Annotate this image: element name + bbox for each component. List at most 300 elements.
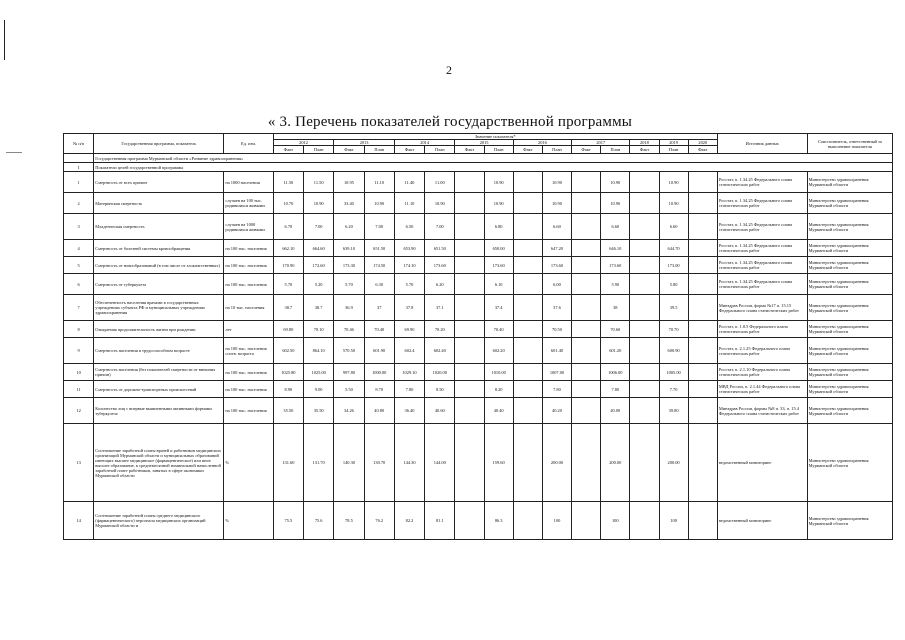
responsible: Министерство здравоохранения Мурманской области — [807, 364, 892, 381]
value-cell: 602.20 — [484, 338, 513, 364]
value-cell: 650.00 — [484, 240, 513, 257]
table-row — [64, 321, 893, 338]
col-num-header: № п/п — [64, 134, 94, 154]
value-cell — [455, 214, 484, 240]
value-cell: 173.60 — [484, 257, 513, 274]
year-header: 2016 — [513, 140, 571, 146]
value-cell: 5.20 — [304, 274, 334, 295]
indicator-name: Смертность от дорожно-транспортных происшествий — [94, 381, 224, 398]
table-row — [64, 364, 893, 381]
data-source: Росстат, п. 1.34.25 Федерального плана статистических работ — [717, 240, 807, 257]
value-cell — [630, 364, 659, 381]
value-cell: 602.4 — [394, 338, 424, 364]
value-cell: 7.00 — [425, 214, 455, 240]
value-cell: 35.50 — [304, 398, 334, 424]
value-cell: 11.40 — [394, 172, 424, 193]
value-cell: 997.80 — [334, 364, 364, 381]
plan-header: План — [304, 146, 334, 154]
table-row — [64, 257, 893, 274]
value-cell: 651.50 — [425, 240, 455, 257]
year-header: 2018 — [630, 140, 659, 146]
col-resp-header: Соисполнитель, ответственный за выполнение показателя — [807, 134, 892, 154]
value-cell — [513, 381, 542, 398]
indicator-name: Смертность от болезней системы кровообращения — [94, 240, 224, 257]
row-number: 7 — [64, 295, 94, 321]
value-cell — [455, 193, 484, 214]
value-cell: 100 — [659, 502, 688, 540]
indicator-unit: % — [224, 502, 273, 540]
value-cell: 7.80 — [394, 381, 424, 398]
table-row — [64, 193, 893, 214]
value-cell: 37.6 — [542, 295, 571, 321]
value-cell: 1005.00 — [659, 364, 688, 381]
value-cell: 1010.00 — [484, 364, 513, 381]
value-cell: 70.40 — [484, 321, 513, 338]
plan-header: План — [542, 146, 571, 154]
fact-header: Факт — [630, 146, 659, 154]
value-cell: 644.70 — [659, 240, 688, 257]
value-cell: 1006.00 — [601, 364, 630, 381]
indicator-name: Соотношение заработной платы среднего медицинского (фармацевтического) персонала медицинских организаций Мурманской области и — [94, 502, 224, 540]
year-header: 2013 — [334, 140, 395, 146]
indicator-name: Младенческая смертность — [94, 214, 224, 240]
value-cell: 10.70 — [273, 193, 303, 214]
row-number: 9 — [64, 338, 94, 364]
value-cell: 70.70 — [659, 321, 688, 338]
responsible: Министерство здравоохранения Мурманской области — [807, 424, 892, 502]
value-cell — [455, 240, 484, 257]
plan-header: План — [364, 146, 394, 154]
value-cell: 37.4 — [484, 295, 513, 321]
responsible: Министерство здравоохранения Мурманской области — [807, 381, 892, 398]
value-cell: 70.50 — [542, 321, 571, 338]
value-cell — [630, 321, 659, 338]
value-cell — [688, 214, 717, 240]
indicator-name: Материнская смертность — [94, 193, 224, 214]
value-cell — [630, 172, 659, 193]
col-name-header: Государственная программа, показатель — [94, 134, 224, 154]
year-header: 2014 — [394, 140, 455, 146]
data-source: Росстат, п. 1.34.25 Федерального плана статистических работ — [717, 257, 807, 274]
value-cell: 601.20 — [601, 338, 630, 364]
value-cell — [572, 338, 601, 364]
value-cell: 1025.80 — [273, 364, 303, 381]
indicator-name: Количество лиц с впервые выявленными активными формами туберкулеза — [94, 398, 224, 424]
row-number: 12 — [64, 398, 94, 424]
value-cell: 82.2 — [394, 502, 424, 540]
value-cell: 78.5 — [334, 502, 364, 540]
value-cell: 1000.00 — [364, 364, 394, 381]
value-cell — [572, 424, 601, 502]
value-cell — [630, 257, 659, 274]
value-cell: 36.9 — [334, 295, 364, 321]
table-row — [64, 398, 893, 424]
value-cell: 5.50 — [334, 381, 364, 398]
col-source-header: Источник данных — [717, 134, 807, 154]
responsible: Министерство здравоохранения Мурманской области — [807, 240, 892, 257]
value-cell: 144.00 — [425, 424, 455, 502]
value-cell: 174.50 — [364, 257, 394, 274]
value-cell: 7.80 — [542, 381, 571, 398]
value-cell: 6.20 — [334, 214, 364, 240]
value-cell — [630, 424, 659, 502]
value-cell: 6.10 — [484, 274, 513, 295]
plan-header: План — [659, 146, 688, 154]
value-cell: 37.8 — [394, 295, 424, 321]
indicator-unit: лет — [224, 321, 273, 338]
value-cell — [688, 424, 717, 502]
responsible: Министерство здравоохранения Мурманской области — [807, 295, 892, 321]
plan-header: План — [425, 146, 455, 154]
document-title: « 3. Перечень показателей государственной программы — [267, 114, 633, 130]
value-cell: 38.7 — [273, 295, 303, 321]
table-row — [64, 214, 893, 240]
value-cell: 200.00 — [601, 424, 630, 502]
value-cell: 6.00 — [542, 274, 571, 295]
value-cell — [513, 257, 542, 274]
value-cell — [688, 338, 717, 364]
indicator-unit: на 10 тыс. населения — [224, 295, 273, 321]
responsible: Министерство здравоохранения Мурманской области — [807, 338, 892, 364]
value-cell — [572, 274, 601, 295]
page-number: 2 — [446, 63, 452, 77]
value-cell — [455, 338, 484, 364]
responsible: Министерство здравоохранения Мурманской области — [807, 321, 892, 338]
value-cell — [688, 398, 717, 424]
row-number: 5 — [64, 257, 94, 274]
value-cell: 8.70 — [364, 381, 394, 398]
value-cell — [688, 364, 717, 381]
value-cell — [513, 321, 542, 338]
value-cell: 70.20 — [425, 321, 455, 338]
indicator-name: Соотношение заработной платы врачей и работников медицинских организаций Мурманской области и муниципальных образований имеющих высшее медицинское (фармацевтическое) или иное высшее образование, к среднемесячной номинальной начисленной заработной плате работников, занятых в сфере экономики Мурманской области — [94, 424, 224, 502]
row-number: 6 — [64, 274, 94, 295]
value-cell — [688, 321, 717, 338]
value-cell: 664.60 — [304, 240, 334, 257]
value-cell — [630, 193, 659, 214]
value-cell: 6.50 — [394, 214, 424, 240]
row-number: 4 — [64, 240, 94, 257]
value-cell: 5.70 — [273, 274, 303, 295]
value-cell — [688, 295, 717, 321]
value-cell: 40.00 — [601, 398, 630, 424]
data-source: Росстат, п. 1.34.25 Федерального плана статистических работ — [717, 172, 807, 193]
value-cell: 38 — [601, 295, 630, 321]
value-cell — [513, 295, 542, 321]
value-cell — [572, 172, 601, 193]
indicator-unit: на 100 тыс. населения — [224, 274, 273, 295]
indicator-unit: на 100 тыс. населения — [224, 240, 273, 257]
value-cell — [572, 193, 601, 214]
row-number: 8 — [64, 321, 94, 338]
value-cell: 11.50 — [273, 172, 303, 193]
values-header: Значение показателя* — [273, 134, 717, 140]
value-cell — [572, 321, 601, 338]
value-cell: 7.80 — [601, 381, 630, 398]
value-cell: 1020.00 — [425, 364, 455, 381]
value-cell: 39.80 — [659, 398, 688, 424]
row-number: 1 — [64, 172, 94, 193]
value-cell — [572, 295, 601, 321]
value-cell: 8.50 — [425, 381, 455, 398]
value-cell — [630, 381, 659, 398]
year-header: 2017 — [572, 140, 630, 146]
value-cell — [513, 274, 542, 295]
value-cell: 33.40 — [334, 193, 364, 214]
value-cell — [455, 274, 484, 295]
value-cell: 70.10 — [304, 321, 334, 338]
value-cell: 86.3 — [484, 502, 513, 540]
value-cell: 37 — [364, 295, 394, 321]
scan-margin-line — [6, 152, 22, 153]
value-cell: 7.00 — [304, 214, 334, 240]
table-row — [64, 274, 893, 295]
value-cell: 173.30 — [334, 257, 364, 274]
value-cell: 75.5 — [273, 502, 303, 540]
value-cell: 646.10 — [601, 240, 630, 257]
data-source: Минздрав России, формы №8 п. 33, п. 15.4 Федерального плана статистических работ — [717, 398, 807, 424]
value-cell: 1025.00 — [304, 364, 334, 381]
value-cell — [513, 214, 542, 240]
value-cell — [630, 295, 659, 321]
scan-margin-mark — [4, 20, 5, 60]
value-cell: 7.00 — [364, 214, 394, 240]
value-cell: 11.10 — [394, 193, 424, 214]
value-cell — [455, 295, 484, 321]
value-cell — [455, 381, 484, 398]
row-number: 14 — [64, 502, 94, 540]
value-cell: 10.95 — [334, 172, 364, 193]
responsible: Министерство здравоохранения Мурманской области — [807, 172, 892, 193]
value-cell — [688, 240, 717, 257]
value-cell: 131.70 — [304, 424, 334, 502]
table-row — [64, 424, 893, 502]
row-number: 10 — [64, 364, 94, 381]
data-source: Росстат, п. 2.1.10 Федерального плана статистических работ — [717, 364, 807, 381]
value-cell — [630, 274, 659, 295]
value-cell: 647.20 — [542, 240, 571, 257]
value-cell: 140.30 — [334, 424, 364, 502]
data-source: Росстат, п. 1.34.25 Федерального плана статистических работ — [717, 274, 807, 295]
indicator-unit: случаев на 1000 родившихся живыми — [224, 214, 273, 240]
indicator-unit: случаев на 100 тыс. родившихся живыми — [224, 193, 273, 214]
value-cell — [513, 424, 542, 502]
value-cell: 5.90 — [601, 274, 630, 295]
value-cell — [572, 214, 601, 240]
responsible: Министерство здравоохранения Мурманской области — [807, 214, 892, 240]
value-cell: 7.70 — [659, 381, 688, 398]
value-cell: 864.10 — [304, 338, 334, 364]
value-cell: 40.80 — [364, 398, 394, 424]
value-cell: 170.90 — [273, 257, 303, 274]
value-cell — [688, 193, 717, 214]
value-cell: 10.90 — [484, 172, 513, 193]
value-cell: 38.7 — [304, 295, 334, 321]
value-cell: 10.90 — [542, 172, 571, 193]
value-cell: 173.60 — [425, 257, 455, 274]
value-cell — [688, 381, 717, 398]
value-cell: 11.50 — [304, 172, 334, 193]
value-cell: 200.00 — [542, 424, 571, 502]
value-cell — [455, 321, 484, 338]
value-cell: 40.20 — [542, 398, 571, 424]
value-cell: 173.60 — [542, 257, 571, 274]
value-cell — [455, 364, 484, 381]
year-header: 2015 — [455, 140, 513, 146]
value-cell: 70.46 — [334, 321, 364, 338]
value-cell: 130.70 — [364, 424, 394, 502]
program-row: Государственная программа Мурманской области «Развитие здравоохранения» — [94, 154, 893, 163]
value-cell: 10.90 — [659, 172, 688, 193]
row-number: 2 — [64, 193, 94, 214]
value-cell: 35.50 — [273, 398, 303, 424]
value-cell: 173.00 — [659, 257, 688, 274]
value-cell: 69.90 — [394, 321, 424, 338]
year-header: 2019 — [659, 140, 688, 146]
responsible: Министерство здравоохранения Мурманской области — [807, 257, 892, 274]
indicator-name: Обеспеченность населения врачами в государственных учреждениях субъекта РФ и муниципальных учреждениях здравоохранения — [94, 295, 224, 321]
value-cell — [572, 240, 601, 257]
value-cell: 159.60 — [484, 424, 513, 502]
table-row — [64, 502, 893, 540]
table-row — [64, 172, 893, 193]
value-cell: 10.90 — [484, 193, 513, 214]
col-unit-header: Ед. изм. — [224, 134, 273, 154]
data-source: Росстат, п. 1.34.25 Федерального плана статистических работ — [717, 214, 807, 240]
table-row — [64, 381, 893, 398]
value-cell: 602.50 — [273, 338, 303, 364]
indicator-unit: на 1000 населения — [224, 172, 273, 193]
value-cell: 10.90 — [425, 193, 455, 214]
value-cell: 75.6 — [304, 502, 334, 540]
data-source: Минздрав России, форма №17 п. 15.15 Федерального плана статистических работ — [717, 295, 807, 321]
value-cell: 1029.10 — [394, 364, 424, 381]
value-cell: 6.60 — [601, 214, 630, 240]
value-cell — [572, 502, 601, 540]
value-cell — [455, 424, 484, 502]
value-cell: 70.60 — [601, 321, 630, 338]
value-cell: 69.80 — [273, 321, 303, 338]
data-source: Росстат, п. 1.8.5 Федерального плана статистических работ — [717, 321, 807, 338]
indicator-name: Смертность от туберкулеза — [94, 274, 224, 295]
value-cell: 81.1 — [425, 502, 455, 540]
value-cell — [688, 172, 717, 193]
value-cell: 8.90 — [273, 381, 303, 398]
value-cell: 10.90 — [542, 193, 571, 214]
value-cell: 10.90 — [659, 193, 688, 214]
value-cell: 11.10 — [364, 172, 394, 193]
data-source: ведомственный мониторинг — [717, 424, 807, 502]
value-cell: 1007.00 — [542, 364, 571, 381]
indicator-name: Ожидаемая продолжительность жизни при рождении — [94, 321, 224, 338]
year-header: 2012 — [273, 140, 334, 146]
indicator-unit: на 100 тыс. населения соотв. возраста — [224, 338, 273, 364]
section-title: Показатели целей государственной программы — [94, 163, 893, 172]
value-cell — [572, 398, 601, 424]
value-cell — [455, 257, 484, 274]
value-cell — [630, 214, 659, 240]
row-number: 13 — [64, 424, 94, 502]
value-cell: 601.40 — [542, 338, 571, 364]
indicator-name: Смертность от новообразований (в том числе от злокачественных) — [94, 257, 224, 274]
value-cell — [513, 398, 542, 424]
plan-header: План — [484, 146, 513, 154]
value-cell: 6.60 — [542, 214, 571, 240]
table-row — [64, 240, 893, 257]
value-cell: 11.00 — [425, 172, 455, 193]
fact-header: Факт — [688, 146, 717, 154]
value-cell — [572, 381, 601, 398]
value-cell: 5.70 — [394, 274, 424, 295]
fact-header: Факт — [513, 146, 542, 154]
value-cell: 6.20 — [425, 274, 455, 295]
section-num: I — [64, 163, 94, 172]
value-cell — [513, 193, 542, 214]
value-cell: 602.40 — [425, 338, 455, 364]
value-cell: 34.26 — [334, 398, 364, 424]
responsible: Министерство здравоохранения Мурманской области — [807, 502, 892, 540]
value-cell: 5.70 — [334, 274, 364, 295]
value-cell — [455, 502, 484, 540]
value-cell: 662.10 — [273, 240, 303, 257]
value-cell — [630, 240, 659, 257]
value-cell — [513, 240, 542, 257]
indicator-unit: на 100 тыс. населения — [224, 364, 273, 381]
value-cell — [630, 502, 659, 540]
value-cell: 10.90 — [601, 193, 630, 214]
plan-header: План — [601, 146, 630, 154]
value-cell: 37.1 — [425, 295, 455, 321]
indicator-name: Смертность населения в трудоспособном возрасте — [94, 338, 224, 364]
value-cell: 10.90 — [601, 172, 630, 193]
value-cell: 174.10 — [394, 257, 424, 274]
value-cell: 601.90 — [364, 338, 394, 364]
value-cell: 653.90 — [394, 240, 424, 257]
fact-header: Факт — [273, 146, 303, 154]
value-cell: 76.2 — [364, 502, 394, 540]
value-cell: 100 — [542, 502, 571, 540]
value-cell: 6.80 — [484, 214, 513, 240]
value-cell — [455, 398, 484, 424]
data-source: Росстат, п. 2.1.25 Федерального плана статистических работ — [717, 338, 807, 364]
value-cell — [572, 257, 601, 274]
indicator-unit: на 100 тыс. населения — [224, 257, 273, 274]
value-cell: 6.70 — [273, 214, 303, 240]
indicator-unit: % — [224, 424, 273, 502]
value-cell: 70.40 — [364, 321, 394, 338]
value-cell: 144.30 — [394, 424, 424, 502]
value-cell: 600.90 — [659, 338, 688, 364]
value-cell: 200.00 — [659, 424, 688, 502]
value-cell — [688, 257, 717, 274]
value-cell: 6.60 — [659, 214, 688, 240]
fact-header: Факт — [394, 146, 424, 154]
value-cell: 651.50 — [364, 240, 394, 257]
value-cell — [688, 274, 717, 295]
value-cell: 40.40 — [484, 398, 513, 424]
data-source: Росстат, п. 1.34.25 Федерального плана статистических работ — [717, 193, 807, 214]
value-cell: 100 — [601, 502, 630, 540]
indicator-unit: на 100 тыс. населения — [224, 398, 273, 424]
indicator-name: Смертность населения (без показателей смертности от внешних причин) — [94, 364, 224, 381]
indicator-name: Смертность от всех причин — [94, 172, 224, 193]
fact-header: Факт — [334, 146, 364, 154]
year-header: 2020 — [688, 140, 717, 146]
responsible: Министерство здравоохранения Мурманской области — [807, 193, 892, 214]
fact-header: Факт — [572, 146, 601, 154]
responsible: Министерство здравоохранения Мурманской области — [807, 274, 892, 295]
value-cell: 172.60 — [304, 257, 334, 274]
